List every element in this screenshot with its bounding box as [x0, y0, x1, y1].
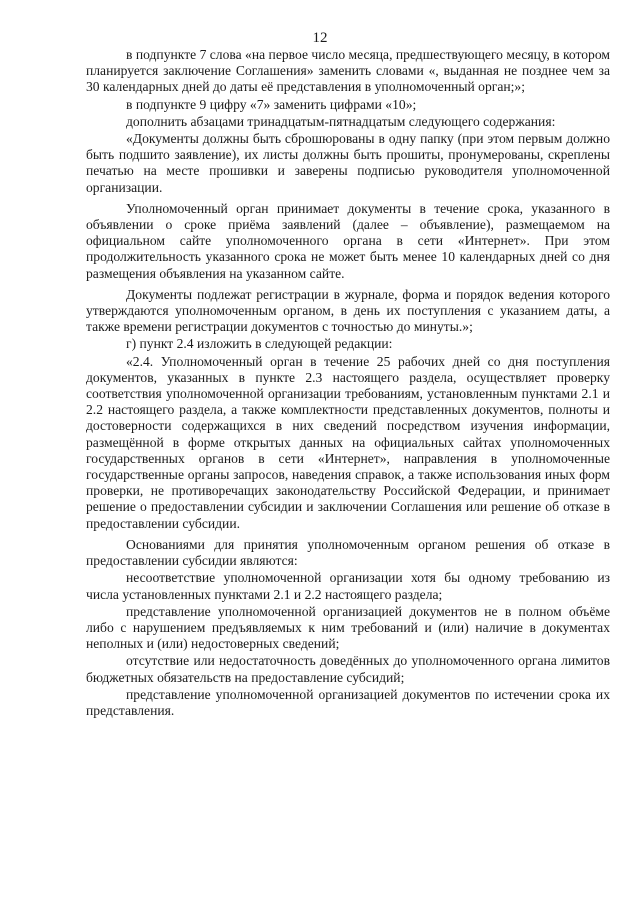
page-number: 12 — [312, 30, 328, 46]
paragraph-9: Основаниями для принятия уполномоченным органом решения об отказе в предоставлении субсидии являются: — [86, 536, 610, 569]
paragraph-8: «2.4. Уполномоченный орган в течение 25 рабочих дней со дня поступления документов, указанных в пункте 2.3 настоящего раздела, осуществляет проверку соответствия уполномоченной организации требованиям, установленным пунктами 2.1 и 2.2 настоящего раздела, а также комплектности представленных документов, полноты и достоверности содержащихся в них сведений посредством изучения информации, размещённой в форме открытых данных на официальных сайтах уполномоченных государственных органов в сети «Интернет», направления в уполномоченные государственные органы запросов, наведения справок, а также использования иных форм проверки, не противоречащих законодательству Российской Федерации, и принимает решение о предоставлении субсидии и заключении Соглашения или решение об отказе в предоставлении субсидии. — [86, 353, 610, 531]
paragraph-5: Уполномоченный орган принимает документы в течение срока, указанного в объявлении о сроке приёма заявлений (далее – объявление), размещаемом на официальном сайте уполномоченного органа в сети «Интернет». При этом продолжительность указанного срока не может быть менее 10 календарных дней со дня размещения объявления на указанном сайте. — [86, 200, 610, 281]
paragraph-1: в подпункте 7 слова «на первое число месяца, предшествующего месяцу, в котором планируется заключение Соглашения» заменить словами «, выданная не позднее чем за 30 календарных дней до даты её представления в уполномоченный орган;»; — [86, 47, 610, 95]
document-body — [86, 47, 610, 720]
paragraph-13: представление уполномоченной организацией документов по истечении срока их представления. — [86, 686, 610, 718]
paragraph-2: в подпункте 9 цифру «7» заменить цифрами «10»; — [126, 96, 417, 112]
paragraph-3: дополнить абзацами тринадцатым-пятнадцатым следующего содержания: — [126, 113, 556, 129]
paragraph-6: Документы подлежат регистрации в журнале, форма и порядок ведения которого утверждаются уполномоченным органом, в день их поступления с указанием даты, а также времени регистрации документов с точностью до минуты.»; — [86, 286, 610, 335]
paragraph-10: несоответствие уполномоченной организации хотя бы одному требованию из числа установленных пунктами 2.1 и 2.2 настоящего раздела; — [86, 570, 610, 602]
paragraph-11: представление уполномоченной организацией документов не в полном объёме либо с нарушением предъявляемых к ним требований и (или) наличие в документах неполных и (или) недостоверных сведений; — [86, 603, 610, 652]
paragraph-7: г) пункт 2.4 изложить в следующей редакции: — [126, 336, 393, 352]
paragraph-12: отсутствие или недостаточность доведённых до уполномоченного органа лимитов бюджетных обязательств на предоставление субсидий; — [86, 653, 610, 685]
paragraph-4: «Документы должны быть сброшюрованы в одну папку (при этом первым должно быть подшито заявление), их листы должны быть прошиты, пронумерованы, скреплены печатью на месте прошивки и заверены подписью руководителя уполномоченной организации. — [86, 131, 610, 195]
